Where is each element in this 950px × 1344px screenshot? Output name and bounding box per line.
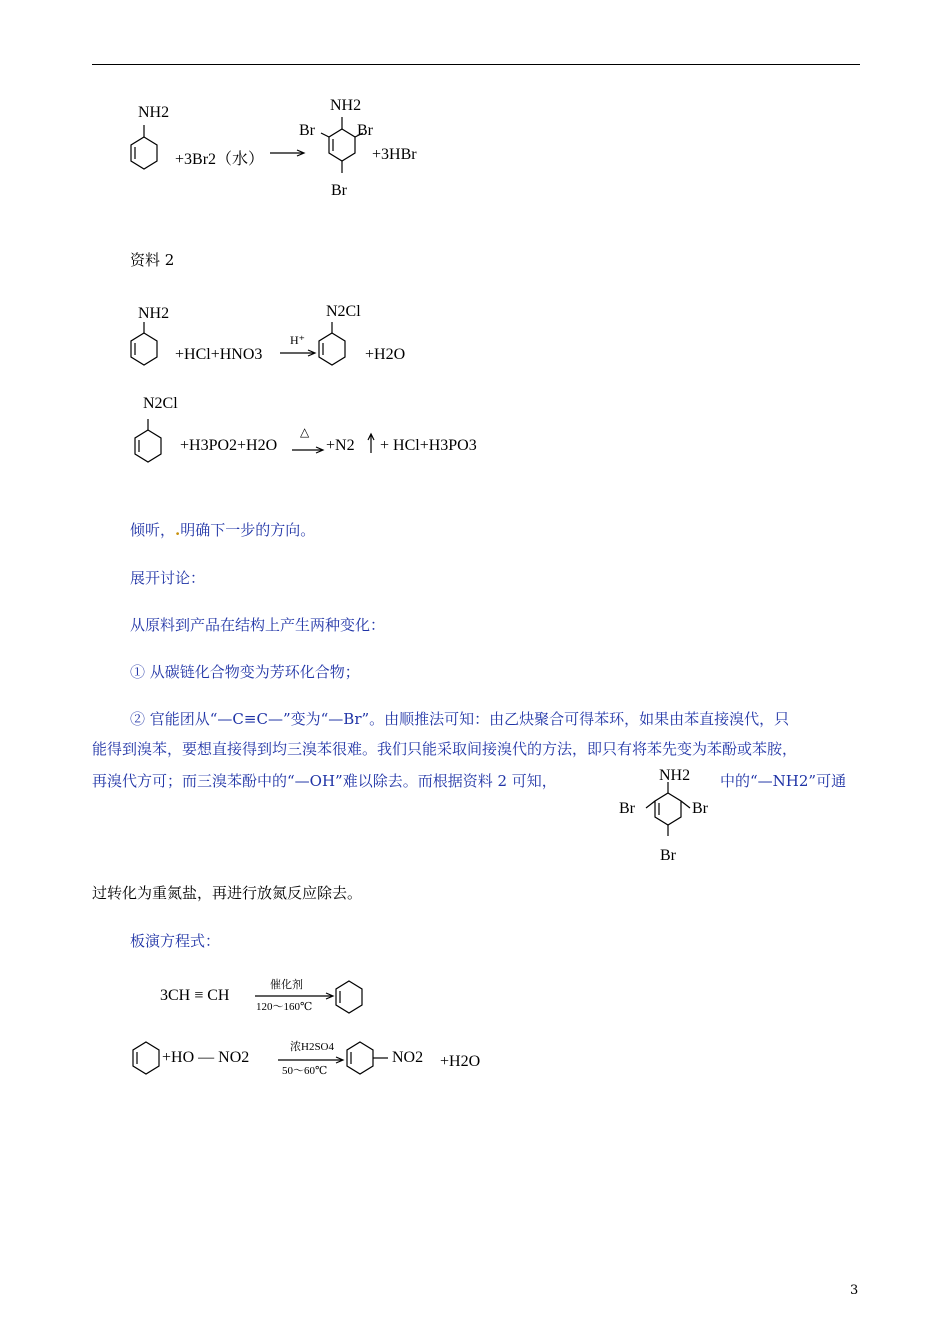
catalyst-label: 催化剂 [270, 979, 303, 991]
change-one: ① 从碳链化合物变为芳环化合物； [130, 663, 360, 681]
nitrogen-product: +N2 [326, 437, 355, 454]
temp-range-label: 120～160℃ [256, 1001, 313, 1013]
listen-rest-text: 明确下一步的方向。 [180, 521, 316, 539]
nitric-acid-reagent: +HO — NO2 [162, 1049, 250, 1066]
listen-text: 倾听， [130, 521, 176, 539]
water-product: +H2O [440, 1053, 481, 1070]
header-rule [92, 64, 860, 65]
board-heading: 板演方程式： [130, 932, 221, 950]
discuss-heading: 展开讨论： [130, 569, 206, 587]
nitro-group-label: NO2 [392, 1049, 424, 1066]
product-br-right: Br [357, 122, 373, 139]
change-two-line3a: 再溴代方可；而三溴苯酚中的“—OH”难以除去。而根据资料 2 可知， [92, 772, 557, 790]
change-two-line1: ② 官能团从“—C≡C—”变为“—Br”。由顺推法可知：由乙炔聚合可得苯环，如果由苯直接溴代，只 [130, 710, 790, 728]
inline-br-bottom: Br [660, 847, 676, 864]
sulfuric-acid-label: 浓H2SO4 [290, 1041, 335, 1053]
product-br-left: Br [299, 122, 315, 139]
product-nh2-label: NH2 [330, 97, 362, 114]
heat-condition: △ [300, 425, 310, 439]
inline-br-left: Br [619, 800, 635, 817]
water-byproduct: +H2O [365, 346, 406, 363]
reference-2-label: 资料 2 [130, 251, 175, 269]
aniline-nh2-label: NH2 [138, 104, 170, 121]
h3po2-water-reagents: +H3PO2+H2O [180, 437, 278, 454]
page-number: 3 [850, 1283, 859, 1298]
listen-line [130, 519, 315, 540]
change-two-line3b: 中的“—NH2”可通 [720, 772, 847, 790]
nitration-temp-label: 50～60℃ [282, 1065, 328, 1077]
hbr-byproduct: +3HBr [372, 146, 417, 163]
bromine-reagent: +3Br2（水） [175, 151, 265, 168]
diazonium-reactant-label: N2Cl [143, 395, 178, 412]
inline-nh2-label: NH2 [659, 767, 691, 784]
hcl-h3po3-products: + HCl+H3PO3 [380, 437, 477, 454]
diazonium-label: N2Cl [326, 303, 361, 320]
reactant-nh2-label: NH2 [138, 305, 170, 322]
product-br-bottom: Br [331, 182, 347, 199]
orange-dot: . [175, 521, 181, 539]
acetylene-reactant: 3CH ≡ CH [160, 987, 230, 1004]
acid-catalyst: H⁺ [290, 333, 305, 347]
change-two-line2: 能得到溴苯，要想直接得到均三溴苯很难。我们只能采取间接溴代的方法，即只有将苯先变为苯酚或苯胺， [92, 740, 798, 758]
hcl-hno3-reagents: +HCl+HNO3 [175, 346, 263, 363]
changes-intro: 从原料到产品在结构上产生两种变化： [130, 616, 386, 634]
change-two-line4: 过转化为重氮盐，再进行放氮反应除去。 [92, 884, 363, 902]
inline-br-right: Br [692, 800, 708, 817]
